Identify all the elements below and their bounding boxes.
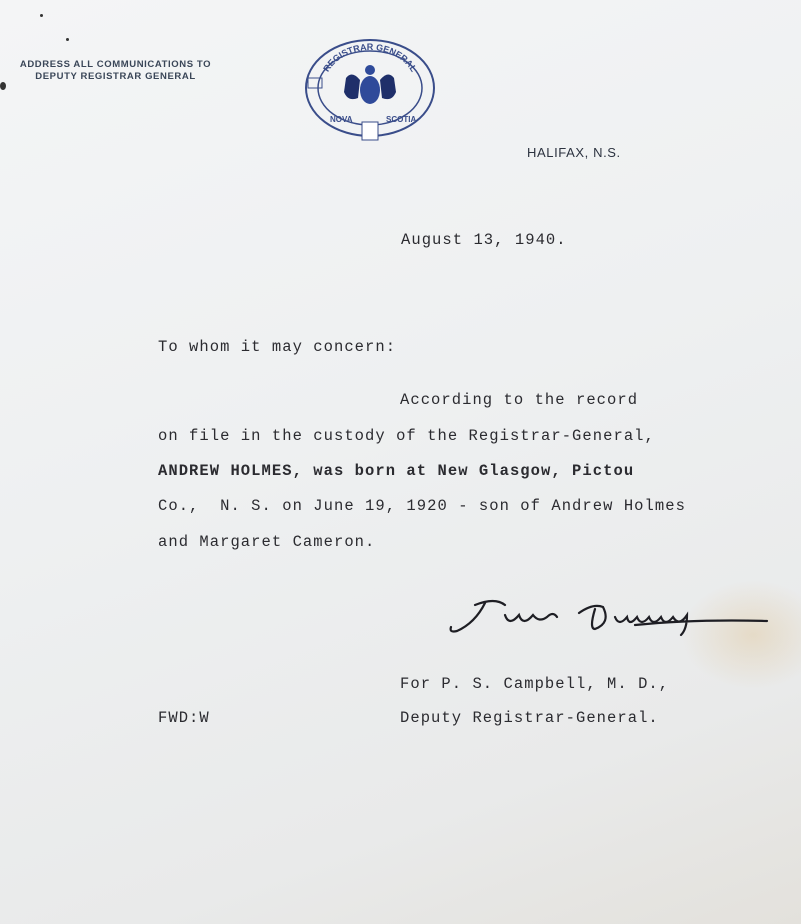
svg-text:REGISTRAR GENERAL: REGISTRAR GENERAL: [321, 42, 419, 74]
speck: [40, 14, 43, 17]
signer-title: Deputy Registrar-General.: [400, 709, 659, 727]
body-line: According to the record: [400, 391, 639, 409]
body-line: ANDREW HOLMES, was born at New Glasgow, Pictou: [158, 462, 635, 480]
letterhead-city: HALIFAX, N.S.: [527, 145, 621, 160]
typist-initials: FWD:W: [158, 709, 210, 727]
handwritten-signature: [445, 595, 775, 645]
body-line: Co., N. S. on June 19, 1920 - son of Andrew Holmes: [158, 497, 686, 515]
letterhead-address: [8, 59, 223, 83]
body-line: and Margaret Cameron.: [158, 533, 376, 551]
speck: [66, 38, 69, 41]
registrar-general-seal: [302, 36, 438, 142]
speck: [0, 82, 6, 90]
svg-text:SCOTIA: SCOTIA: [386, 115, 417, 124]
address-line-2: DEPUTY REGISTRAR GENERAL: [35, 71, 196, 82]
salutation: To whom it may concern:: [158, 338, 397, 356]
letter-date: August 13, 1940.: [401, 231, 567, 249]
signer-line: For P. S. Campbell, M. D.,: [400, 675, 670, 693]
body-line: on file in the custody of the Registrar-General,: [158, 427, 655, 445]
svg-text:NOVA: NOVA: [330, 115, 353, 124]
address-line-1: ADDRESS ALL COMMUNICATIONS TO: [19, 59, 212, 70]
